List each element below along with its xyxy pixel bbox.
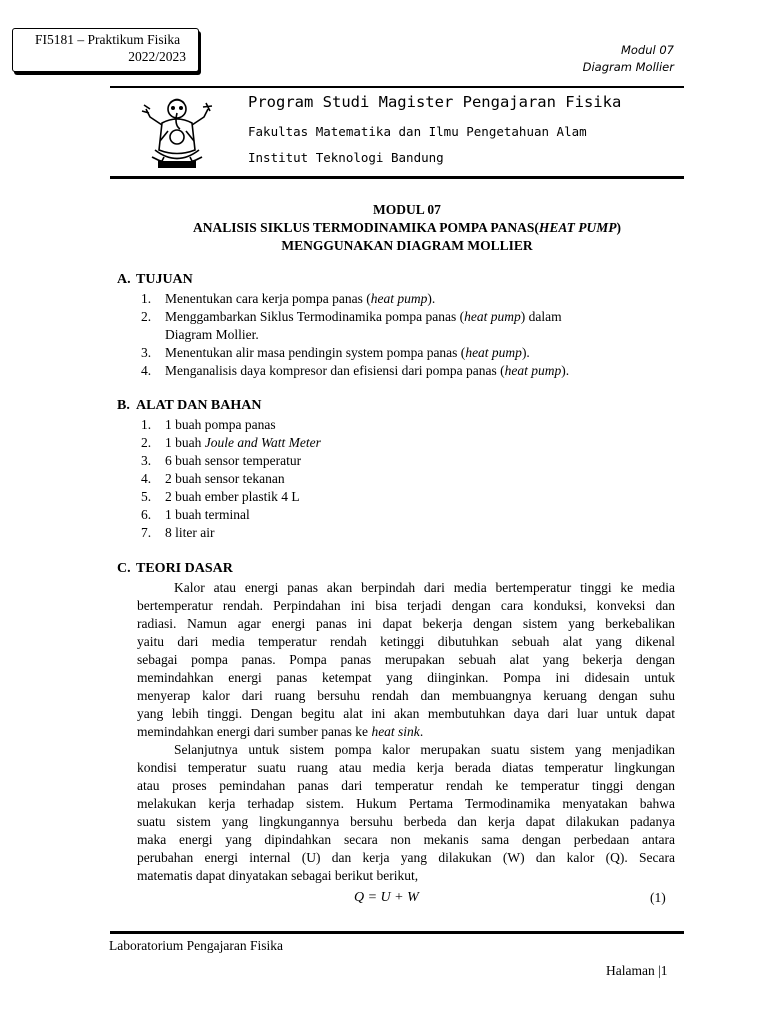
module-subtitle: ANALISIS SIKLUS TERMODINAMIKA POMPA PANAS(HEAT PUMP) bbox=[193, 220, 621, 235]
equation: Q = U + W bbox=[354, 890, 419, 905]
academic-year: 2022/2023 bbox=[128, 49, 186, 64]
itb-ganesha-logo-icon bbox=[140, 95, 214, 170]
course-code: FI5181 – Praktikum Fisika bbox=[35, 32, 181, 47]
paragraph-theory-1: Kalor atau energi panas akan berpindah dari media bertemperatur tinggi ke media bertemperatur rendah. Perpindahan ini bisa terjadi dengan cara konduksi, konveksi dan radiasi. Namun agar energi panas ini dapat bekerja dengan sistem yang berkebalikan yaitu dari media temperatur rendah ketinggi dibutuhkan sebuah alat yang dikenal sebagai pompa panas. Pompa panas merupakan sebuah alat yang bekerja dengan memindahkan energi panas ketempat yang diinginkan. Pompa ini didesain untuk menyerap kalor dari ruang bersuhu rendah dan membuangnya keruang dengan suhu yang lebih tinggi. Dengan begitu alat ini akan membutuhkan daya dari luar untuk dapat memindahkan energi dari sumber panas ke heat sink. bbox=[137, 580, 675, 739]
section-heading-teori-dasar: C. TEORI DASAR bbox=[117, 561, 233, 576]
list-item: 6. 1 buah terminal bbox=[141, 507, 250, 522]
list-item: 3. 6 buah sensor temperatur bbox=[141, 453, 302, 468]
list-item-continuation: Diagram Mollier. bbox=[165, 327, 259, 342]
faculty-name: Fakultas Matematika dan Ilmu Pengetahuan Alam bbox=[248, 124, 587, 139]
module-subtitle-2: MENGGUNAKAN DIAGRAM MOLLIER bbox=[281, 238, 533, 253]
section-heading-alat-dan-bahan: B. ALAT DAN BAHAN bbox=[117, 398, 262, 413]
section-heading-tujuan: A. TUJUAN bbox=[117, 272, 193, 287]
list-item: 7. 8 liter air bbox=[141, 525, 215, 540]
list-item: 5. 2 buah ember plastik 4 L bbox=[141, 489, 300, 504]
header-bottom-rule bbox=[110, 176, 684, 179]
module-number: Modul 07 bbox=[620, 43, 674, 57]
module-header bbox=[474, 42, 674, 76]
list-item: 2. 1 buah Joule and Watt Meter bbox=[141, 435, 321, 450]
list-item: 1. 1 buah pompa panas bbox=[141, 417, 276, 432]
list-item: 1. Menentukan cara kerja pompa panas (heat pump). bbox=[141, 291, 436, 306]
course-info-box bbox=[12, 28, 199, 72]
program-name: Program Studi Magister Pengajaran Fisika bbox=[248, 93, 622, 111]
list-item: 4. Menganalisis daya kompresor dan efisiensi dari pompa panas (heat pump). bbox=[141, 363, 570, 378]
paragraph-theory-2: Selanjutnya untuk sistem pompa kalor merupakan suatu sistem yang menjadikan kondisi temperatur suatu ruang atau media kerja berada diatas temperatur lingkungan atau proses pemindahan panas dari temperatur rendah ke temperatur tinggi dengan melakukan kerja terhadap sistem. Hukum Pertama Termodinamika menyatakan bahwa suatu sistem yang lingkungannya bersuhu berbeda dan kerja dapat dilakukan padanya maka energi yang dipindahkan secara non mekanis sama dengan perbedaan antara perubahan energi internal (U) dan kerja yang dilakukan (W) dan kalor (Q). Secara matematis dapat dinyatakan sebagai berikut berikut, bbox=[137, 742, 675, 883]
list-item: 3. Menentukan alir masa pendingin system pompa panas (heat pump). bbox=[141, 345, 530, 360]
header-top-rule bbox=[110, 86, 684, 88]
institute-name: Institut Teknologi Bandung bbox=[248, 150, 444, 165]
page-number: Halaman |1 bbox=[606, 963, 668, 978]
list-item: 4. 2 buah sensor tekanan bbox=[141, 471, 285, 486]
module-topic: Diagram Mollier bbox=[582, 60, 674, 74]
equation-number: (1) bbox=[650, 890, 666, 905]
list-item: 2. Menggambarkan Siklus Termodinamika pompa panas (heat pump) dalam bbox=[141, 309, 562, 324]
module-title: MODUL 07 bbox=[373, 202, 441, 217]
footer-rule bbox=[110, 931, 684, 934]
footer-lab-name: Laboratorium Pengajaran Fisika bbox=[109, 938, 283, 953]
